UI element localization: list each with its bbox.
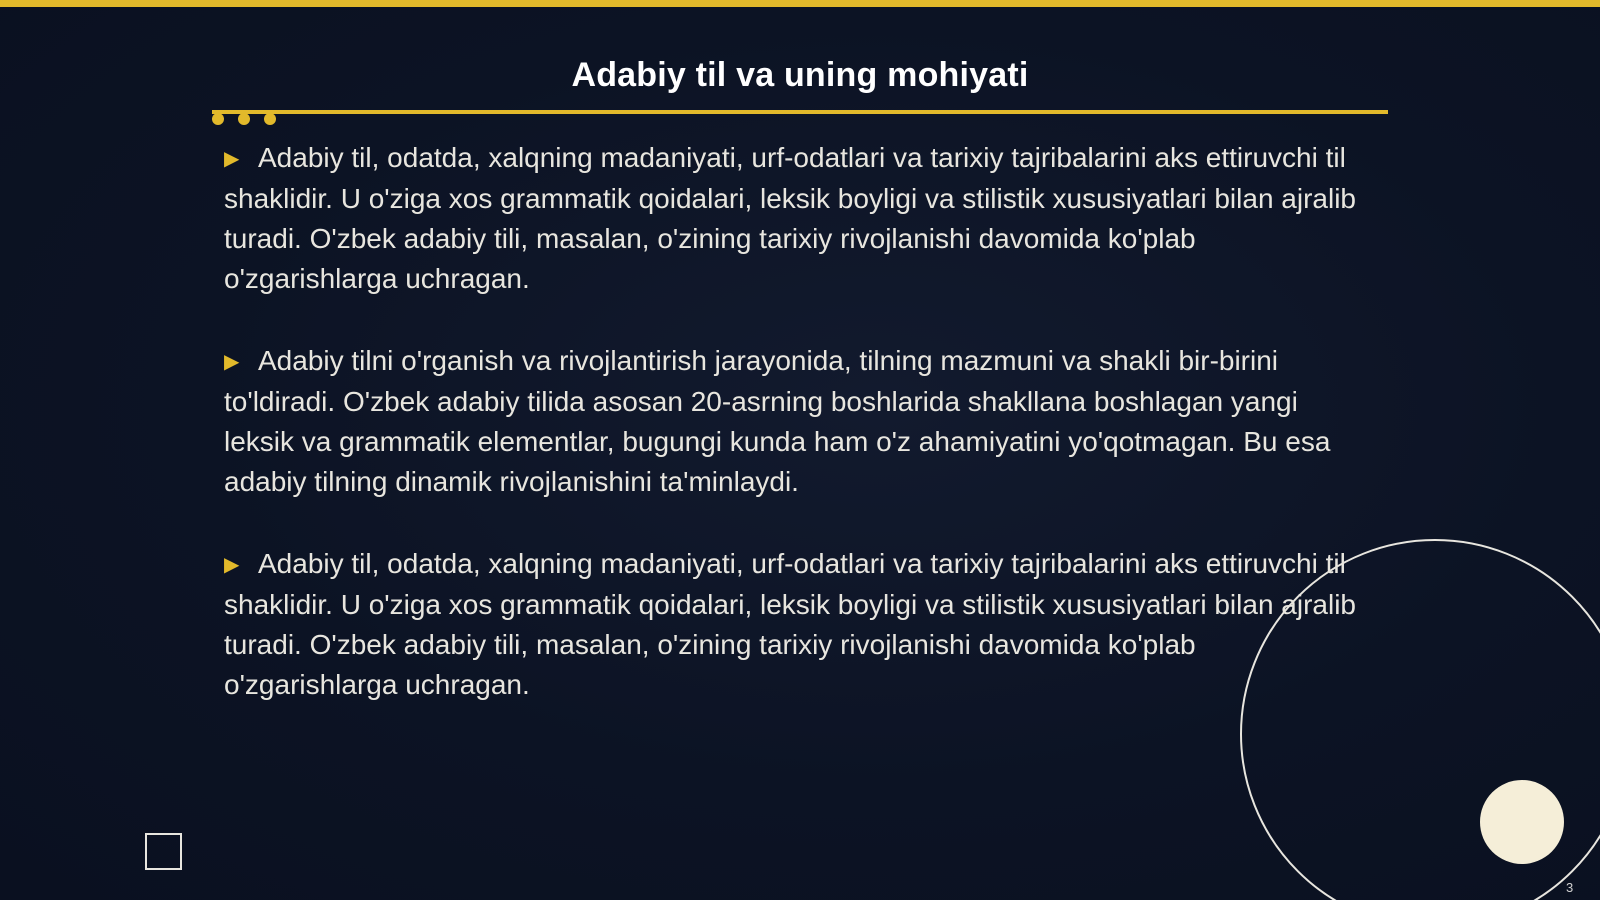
page-number: 3 xyxy=(1566,880,1574,895)
triangle-right-icon: ▶ xyxy=(224,351,240,373)
paragraph-text: Adabiy til, odatda, xalqning madaniyati, urf-odatlari va tarixiy tajribalarini aks ettiruvchi til shaklidir. U o'ziga xos grammatik qoidalari, leksik boyligi va stilistik xususiyatlari bilan ajralib turadi. O'zbek adabiy tili, masalan, o'zining tarixiy rivojlanishi davomida ko'plab o'zgarishlarga uchragan. xyxy=(224,142,1357,294)
bullet-list xyxy=(224,138,1374,747)
bullet-paragraph xyxy=(224,341,1374,502)
paragraph-text: Adabiy til, odatda, xalqning madaniyati, urf-odatlari va tarixiy tajribalarini aks ettiruvchi til shaklidir. U o'ziga xos grammatik qoidalari, leksik boyligi va stilistik xususiyatlari bilan ajralib turadi. O'zbek adabiy tili, masalan, o'zining tarixiy rivojlanishi davomida ko'plab o'zgarishlarga uchragan. xyxy=(224,548,1357,700)
decorative-dot xyxy=(264,113,276,125)
decorative-square-outline xyxy=(145,833,182,870)
decorative-filled-circle xyxy=(1480,780,1564,864)
slide-title: Adabiy til va uning mohiyati xyxy=(571,56,1029,94)
triangle-right-icon: ▶ xyxy=(224,148,240,170)
paragraph-text: Adabiy tilni o'rganish va rivojlantirish jarayonida, tilning mazmuni va shakli bir-birini to'ldiradi. O'zbek adabiy tilida asosan 20-asrning boshlarida shakllana boshlagan yangi leksik va grammatik elementlar, bugungi kunda ham o'z ahamiyatini yo'qotmagan. Bu esa adabiy tilning dinamik rivojlanishini ta'minlaydi. xyxy=(224,345,1331,497)
bullet-paragraph xyxy=(224,138,1374,299)
triangle-right-icon: ▶ xyxy=(224,554,240,576)
decorative-dot xyxy=(238,113,250,125)
decorative-dot xyxy=(212,113,224,125)
title-underline xyxy=(212,110,1388,114)
top-accent-bar xyxy=(0,0,1600,7)
bullet-paragraph xyxy=(224,544,1374,705)
